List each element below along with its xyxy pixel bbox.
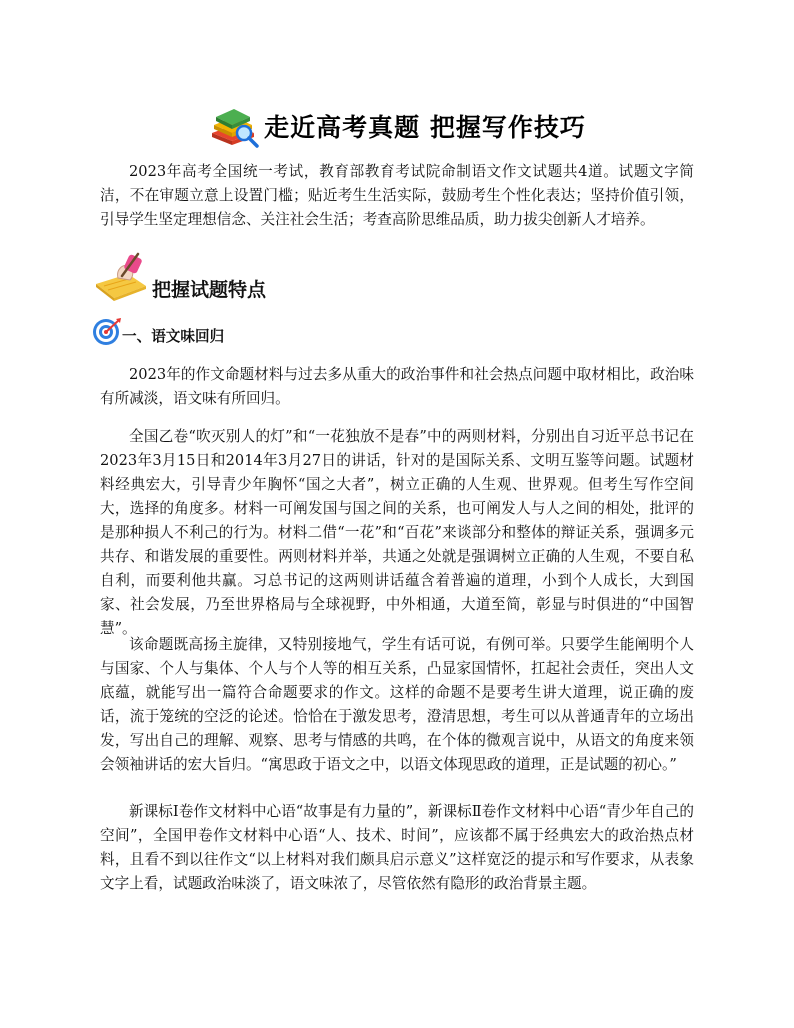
section-heading: [92, 246, 266, 306]
body-paragraph-1: 2023年的作文命题材料与过去多从重大的政治事件和社会热点问题中取材相比，政治味有所减淡，语文味有所回归。: [100, 366, 694, 407]
page-title: 走近高考真题 把握写作技巧: [264, 113, 586, 142]
intro-paragraph: 2023年高考全国统一考试，教育部教育考试院命制语文作文试题共4道。试题文字简洁，不在审题立意上设置门槛；贴近考生生活实际，鼓励考生个性化表达；坚持价值引领，引导学生坚定理想信念、关注社会生活；考查高阶思维品质，助力拔尖创新人才培养。: [100, 163, 694, 228]
body-paragraph-2: 全国乙卷“吹灭别人的灯”和“一花独放不是春”中的两则材料，分别出自习近平总书记在2023年3月15日和2014年3月27日的讲话，针对的是国际关系、文明互鉴等问题。试题材料经典宏大，引导青少年胸怀“国之大者”，树立正确的人生观、世界观。但考生写作空间大，选择的角度多。材料一可阐发国与国之间的关系，也可阐发人与人之间的相处，批评的是那种损人不利己的行为。材料二借“一花”和“百花”来谈部分和整体的辩证关系，强调多元共存、和谐发展的重要性。两则材料并举，共通之处就是强调树立正确的人生观，不要自私自利，而要利他共赢。习总书记的这两则讲话蕴含着普遍的道理，小到个人成长，大到国家、社会发展，乃至世界格局与全球视野，中外相通，大道至简，彰显与时俱进的“中国智慧”。: [100, 428, 694, 637]
target-dart-icon: [92, 317, 122, 347]
body-paragraph-3: 该命题既高扬主旋律，又特别接地气，学生有话可说，有例可举。只要学生能阐明个人与国家、个人与集体、个人与个人等的相互关系，凸显家国情怀，扛起社会责任，突出人文底蕴，就能写出一篇符合命题要求的作文。这样的命题不是要考生讲大道理，说正确的废话，流于笼统的空泛的论述。恰恰在于激发思考，澄清思想，考生可以从普通青年的立场出发，写出自己的理解、观察、思考与情感的共鸣，在个体的微观言说中，从语文的角度来领会领袖讲话的宏大旨归。“寓思政于语文之中，以语文体现思政的道理，正是试题的初心。”: [100, 636, 694, 773]
subsection-title: 一、语文味回归: [122, 327, 225, 345]
section-title: 把握试题特点: [152, 278, 267, 301]
hand-writing-notebook-icon: [92, 248, 150, 304]
title-row: [0, 100, 794, 152]
body-paragraph-4: 新课标Ⅰ卷作文材料中心语“故事是有力量的”，新课标Ⅱ卷作文材料中心语“青少年自己的空间”，全国甲卷作文材料中心语“人、技术、时间”，应该都不属于经典宏大的政治热点材料，且看不到以往作文“以上材料对我们颇具启示意义”这样宽泛的提示和写作要求，从表象文字上看，试题政治味淡了，语文味浓了，尽管依然有隐形的政治背景主题。: [100, 803, 694, 892]
books-magnifier-icon: [208, 103, 260, 149]
subsection-heading: [92, 316, 224, 348]
